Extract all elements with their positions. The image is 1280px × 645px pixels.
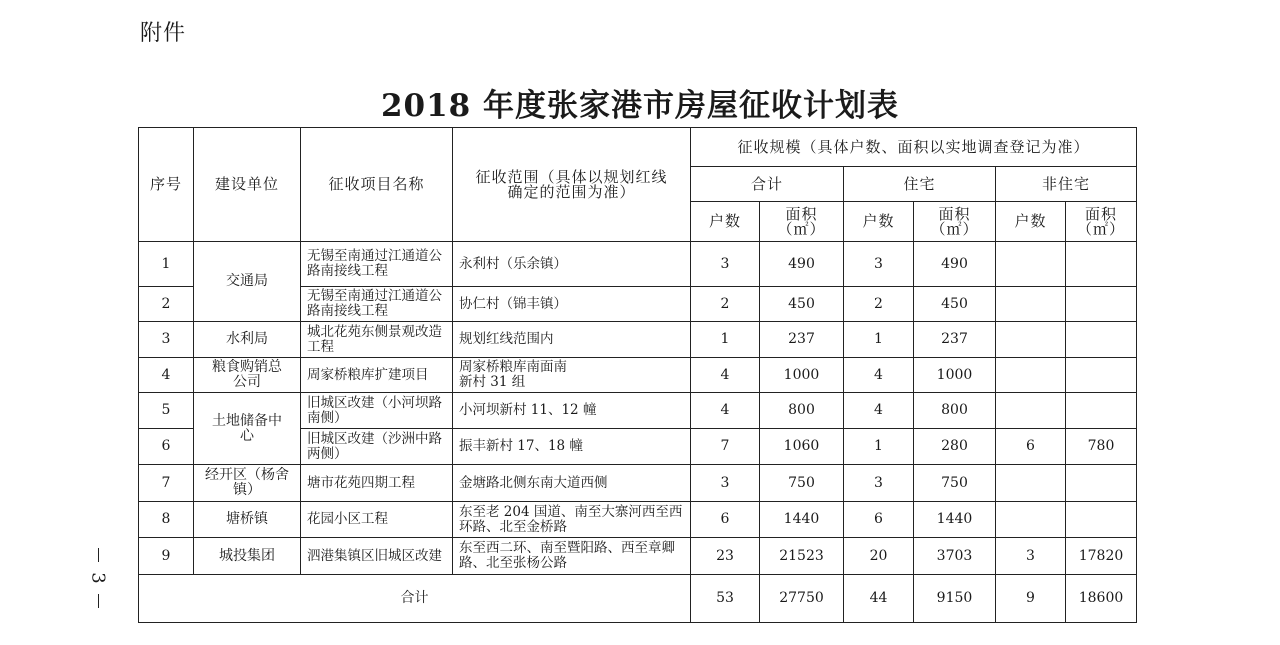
row-scope: 小河坝新村 11、12 幢 xyxy=(453,393,691,429)
totals-non-residential-households: 9 xyxy=(996,575,1066,623)
row-residential-area: 450 xyxy=(914,287,996,322)
row-seq: 5 xyxy=(139,393,194,429)
totals-total-area: 27750 xyxy=(760,575,844,623)
row-seq: 9 xyxy=(139,538,194,575)
row-project: 塘市花苑四期工程 xyxy=(301,465,453,502)
totals-row xyxy=(139,575,1137,623)
attachment-label: 附件 xyxy=(140,21,187,46)
header-non-residential-households: 户数 xyxy=(996,202,1066,242)
row-seq: 7 xyxy=(139,465,194,502)
row-total-area: 1060 xyxy=(760,429,844,465)
row-non-residential-area xyxy=(1066,287,1137,322)
row-non-residential-area xyxy=(1066,322,1137,358)
row-residential-households: 2 xyxy=(844,287,914,322)
row-non-residential-area: 17820 xyxy=(1066,538,1137,575)
row-total-area: 21523 xyxy=(760,538,844,575)
row-seq: 2 xyxy=(139,287,194,322)
row-non-residential-area xyxy=(1066,242,1137,287)
table-row xyxy=(139,322,1137,358)
row-residential-households: 4 xyxy=(844,358,914,393)
row-total-area: 1440 xyxy=(760,502,844,538)
row-residential-households: 6 xyxy=(844,502,914,538)
row-scope: 永利村（乐余镇） xyxy=(453,242,691,287)
row-unit: 塘桥镇 xyxy=(194,502,301,538)
row-total-households: 2 xyxy=(691,287,760,322)
totals-residential-area: 9150 xyxy=(914,575,996,623)
document-title: 2018 年度张家港市房屋征收计划表 xyxy=(380,88,900,124)
row-total-households: 3 xyxy=(691,242,760,287)
row-total-area: 750 xyxy=(760,465,844,502)
row-total-area: 800 xyxy=(760,393,844,429)
row-project: 花园小区工程 xyxy=(301,502,453,538)
row-non-residential-households xyxy=(996,393,1066,429)
row-total-area: 1000 xyxy=(760,358,844,393)
row-residential-households: 20 xyxy=(844,538,914,575)
header-total-area: 面积（㎡） xyxy=(760,202,844,242)
row-total-households: 3 xyxy=(691,465,760,502)
row-residential-area: 1440 xyxy=(914,502,996,538)
table-row xyxy=(139,393,1137,429)
header-seq: 序号 xyxy=(139,128,194,242)
row-non-residential-area xyxy=(1066,502,1137,538)
row-project: 城北花苑东侧景观改造工程 xyxy=(301,322,453,358)
page-number-dash xyxy=(98,594,99,608)
row-residential-households: 4 xyxy=(844,393,914,429)
header-scale: 征收规模（具体户数、面积以实地调查登记为准） xyxy=(691,128,1137,167)
totals-label: 合计 xyxy=(139,575,691,623)
row-scope: 协仁村（锦丰镇） xyxy=(453,287,691,322)
row-total-area: 490 xyxy=(760,242,844,287)
row-seq: 4 xyxy=(139,358,194,393)
row-non-residential-households: 6 xyxy=(996,429,1066,465)
row-residential-households: 3 xyxy=(844,242,914,287)
row-seq: 6 xyxy=(139,429,194,465)
row-unit: 水利局 xyxy=(194,322,301,358)
row-project: 无锡至南通过江通道公路南接线工程 xyxy=(301,287,453,322)
header-non-residential: 非住宅 xyxy=(996,167,1137,202)
row-residential-area: 490 xyxy=(914,242,996,287)
row-residential-area: 800 xyxy=(914,393,996,429)
table-row xyxy=(139,358,1137,393)
row-total-households: 4 xyxy=(691,393,760,429)
row-unit: 经开区（杨舍镇） xyxy=(194,465,301,502)
row-total-area: 237 xyxy=(760,322,844,358)
totals-total-households: 53 xyxy=(691,575,760,623)
row-scope: 周家桥粮库南面南新村 31 组 xyxy=(453,358,691,393)
totals-residential-households: 44 xyxy=(844,575,914,623)
row-scope: 规划红线范围内 xyxy=(453,322,691,358)
row-project: 无锡至南通过江通道公路南接线工程 xyxy=(301,242,453,287)
expropriation-plan-table xyxy=(138,127,1137,623)
row-residential-area: 750 xyxy=(914,465,996,502)
header-residential-area: 面积（㎡） xyxy=(914,202,996,242)
row-non-residential-area xyxy=(1066,465,1137,502)
header-residential: 住宅 xyxy=(844,167,996,202)
header-residential-households: 户数 xyxy=(844,202,914,242)
row-unit: 交通局 xyxy=(194,242,301,322)
row-non-residential-area xyxy=(1066,393,1137,429)
row-unit: 粮食购销总公司 xyxy=(194,358,301,393)
row-non-residential-households xyxy=(996,465,1066,502)
header-project: 征收项目名称 xyxy=(301,128,453,242)
row-non-residential-households xyxy=(996,502,1066,538)
row-residential-area: 237 xyxy=(914,322,996,358)
row-residential-area: 1000 xyxy=(914,358,996,393)
row-residential-households: 3 xyxy=(844,465,914,502)
row-non-residential-households xyxy=(996,322,1066,358)
row-non-residential-households xyxy=(996,242,1066,287)
row-non-residential-households xyxy=(996,287,1066,322)
row-seq: 1 xyxy=(139,242,194,287)
header-scope: 征收范围（具体以规划红线确定的范围为准） xyxy=(453,128,691,242)
page-number-dash xyxy=(98,548,99,562)
table-row xyxy=(139,242,1137,287)
row-project: 旧城区改建（小河坝路南侧） xyxy=(301,393,453,429)
row-total-area: 450 xyxy=(760,287,844,322)
table-row xyxy=(139,465,1137,502)
page-number-value: 3 xyxy=(87,572,109,584)
header-total-households: 户数 xyxy=(691,202,760,242)
table-row xyxy=(139,538,1137,575)
row-residential-area: 3703 xyxy=(914,538,996,575)
row-seq: 8 xyxy=(139,502,194,538)
row-project: 泗港集镇区旧城区改建 xyxy=(301,538,453,575)
header-unit: 建设单位 xyxy=(194,128,301,242)
row-unit: 城投集团 xyxy=(194,538,301,575)
header-total: 合计 xyxy=(691,167,844,202)
table-row xyxy=(139,502,1137,538)
row-scope: 振丰新村 17、18 幢 xyxy=(453,429,691,465)
row-total-households: 23 xyxy=(691,538,760,575)
row-total-households: 6 xyxy=(691,502,760,538)
row-total-households: 1 xyxy=(691,322,760,358)
row-non-residential-households xyxy=(996,358,1066,393)
row-seq: 3 xyxy=(139,322,194,358)
row-non-residential-area xyxy=(1066,358,1137,393)
row-non-residential-households: 3 xyxy=(996,538,1066,575)
row-non-residential-area: 780 xyxy=(1066,429,1137,465)
header-non-residential-area: 面积（㎡） xyxy=(1066,202,1137,242)
page-number xyxy=(84,548,112,608)
row-scope: 东至西二环、南至暨阳路、西至章卿路、北至张杨公路 xyxy=(453,538,691,575)
row-project: 旧城区改建（沙洲中路两侧） xyxy=(301,429,453,465)
row-scope: 东至老 204 国道、南至大寨河西至西环路、北至金桥路 xyxy=(453,502,691,538)
row-scope: 金塘路北侧东南大道西侧 xyxy=(453,465,691,502)
row-residential-households: 1 xyxy=(844,322,914,358)
totals-non-residential-area: 18600 xyxy=(1066,575,1137,623)
row-total-households: 7 xyxy=(691,429,760,465)
row-residential-households: 1 xyxy=(844,429,914,465)
row-total-households: 4 xyxy=(691,358,760,393)
row-project: 周家桥粮库扩建项目 xyxy=(301,358,453,393)
row-unit: 土地储备中心 xyxy=(194,393,301,465)
row-residential-area: 280 xyxy=(914,429,996,465)
